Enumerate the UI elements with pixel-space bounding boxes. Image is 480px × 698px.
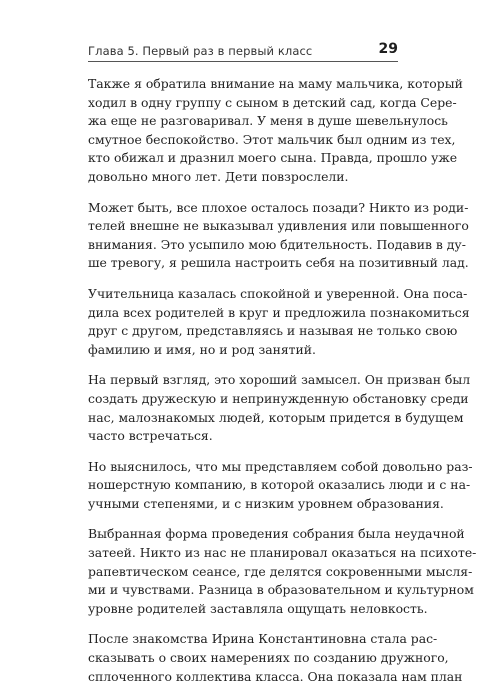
paragraph	[88, 75, 463, 187]
text-line: рапевтическом сеансе, где делятся сокровенными мысля-	[88, 563, 473, 579]
text-line: дила всех родителей в круг и предложила познакомиться	[88, 304, 470, 320]
running-header	[88, 38, 398, 64]
text-line: кто обижал и дразнил моего сына. Правда, прошло уже	[88, 150, 458, 166]
paragraph	[88, 199, 469, 273]
text-line: После знакомства Ирина Константиновна стала рас-	[88, 631, 438, 647]
text-line: сплоченного коллектива класса. Она показала нам план	[88, 668, 463, 684]
text-line: ношерстную компанию, в которой оказались люди и с на-	[88, 477, 471, 493]
text-line: затеей. Никто из нас не планировал оказаться на психоте-	[88, 545, 477, 561]
text-line: учными степенями, и с низким уровнем образования.	[88, 495, 444, 511]
header-rule	[88, 61, 398, 62]
text-line: ходил в одну группу с сыном в детский сад, когда Сере-	[88, 94, 457, 110]
text-line: уровне родителей заставляла ощущать неловкость.	[88, 600, 428, 616]
paragraph	[88, 458, 473, 514]
text-line: довольно много лет. Дети повзрослели.	[88, 168, 349, 184]
text-line: смутное беспокойство. Этот мальчик был одним из тех,	[88, 131, 456, 147]
text-line: часто встречаться.	[88, 428, 213, 444]
chapter-title: Глава 5. Первый раз в первый класс	[88, 44, 313, 58]
paragraph	[88, 285, 470, 359]
text-line: фамилию и имя, но и род занятий.	[88, 341, 316, 357]
text-line: сказывать о своих намерениях по созданию дружного,	[88, 650, 449, 666]
text-line: создать дружескую и непринужденную обстановку среди	[88, 390, 469, 406]
body-text	[88, 75, 477, 698]
paragraph	[88, 371, 471, 445]
paragraph	[88, 630, 463, 686]
text-line: На первый взгляд, это хороший замысел. Он призван был	[88, 372, 471, 388]
text-line: внимания. Это усыпило мою бдительность. Подавив в ду-	[88, 236, 466, 252]
text-line: Учительница казалась спокойной и уверенной. Она поса-	[88, 285, 468, 301]
text-line: Также я обратила внимание на маму мальчика, который	[88, 76, 463, 91]
text-line: жа еще не разговаривал. У меня в душе шевельнулось	[88, 113, 448, 129]
text-line: друг с другом, представляясь и называя не только свою	[88, 323, 458, 339]
text-line: нас, малознакомых людей, которым придется в будущем	[88, 409, 464, 425]
text-line: Выбранная форма проведения собрания была неудачной	[88, 526, 465, 542]
text-line: Может быть, все плохое осталось позади? Никто из роди-	[88, 199, 469, 215]
text-line: Но выяснилось, что мы представляем собой довольно раз-	[88, 458, 473, 474]
text-line: ше тревогу, я решила настроить себя на позитивный лад.	[88, 255, 469, 271]
paragraph	[88, 525, 477, 618]
text-line: телей внешне не выказывал удивления или повышенного	[88, 218, 469, 234]
text-line: ми и чувствами. Разница в образовательном и культурном	[88, 582, 474, 598]
page-number: 29	[378, 41, 398, 57]
